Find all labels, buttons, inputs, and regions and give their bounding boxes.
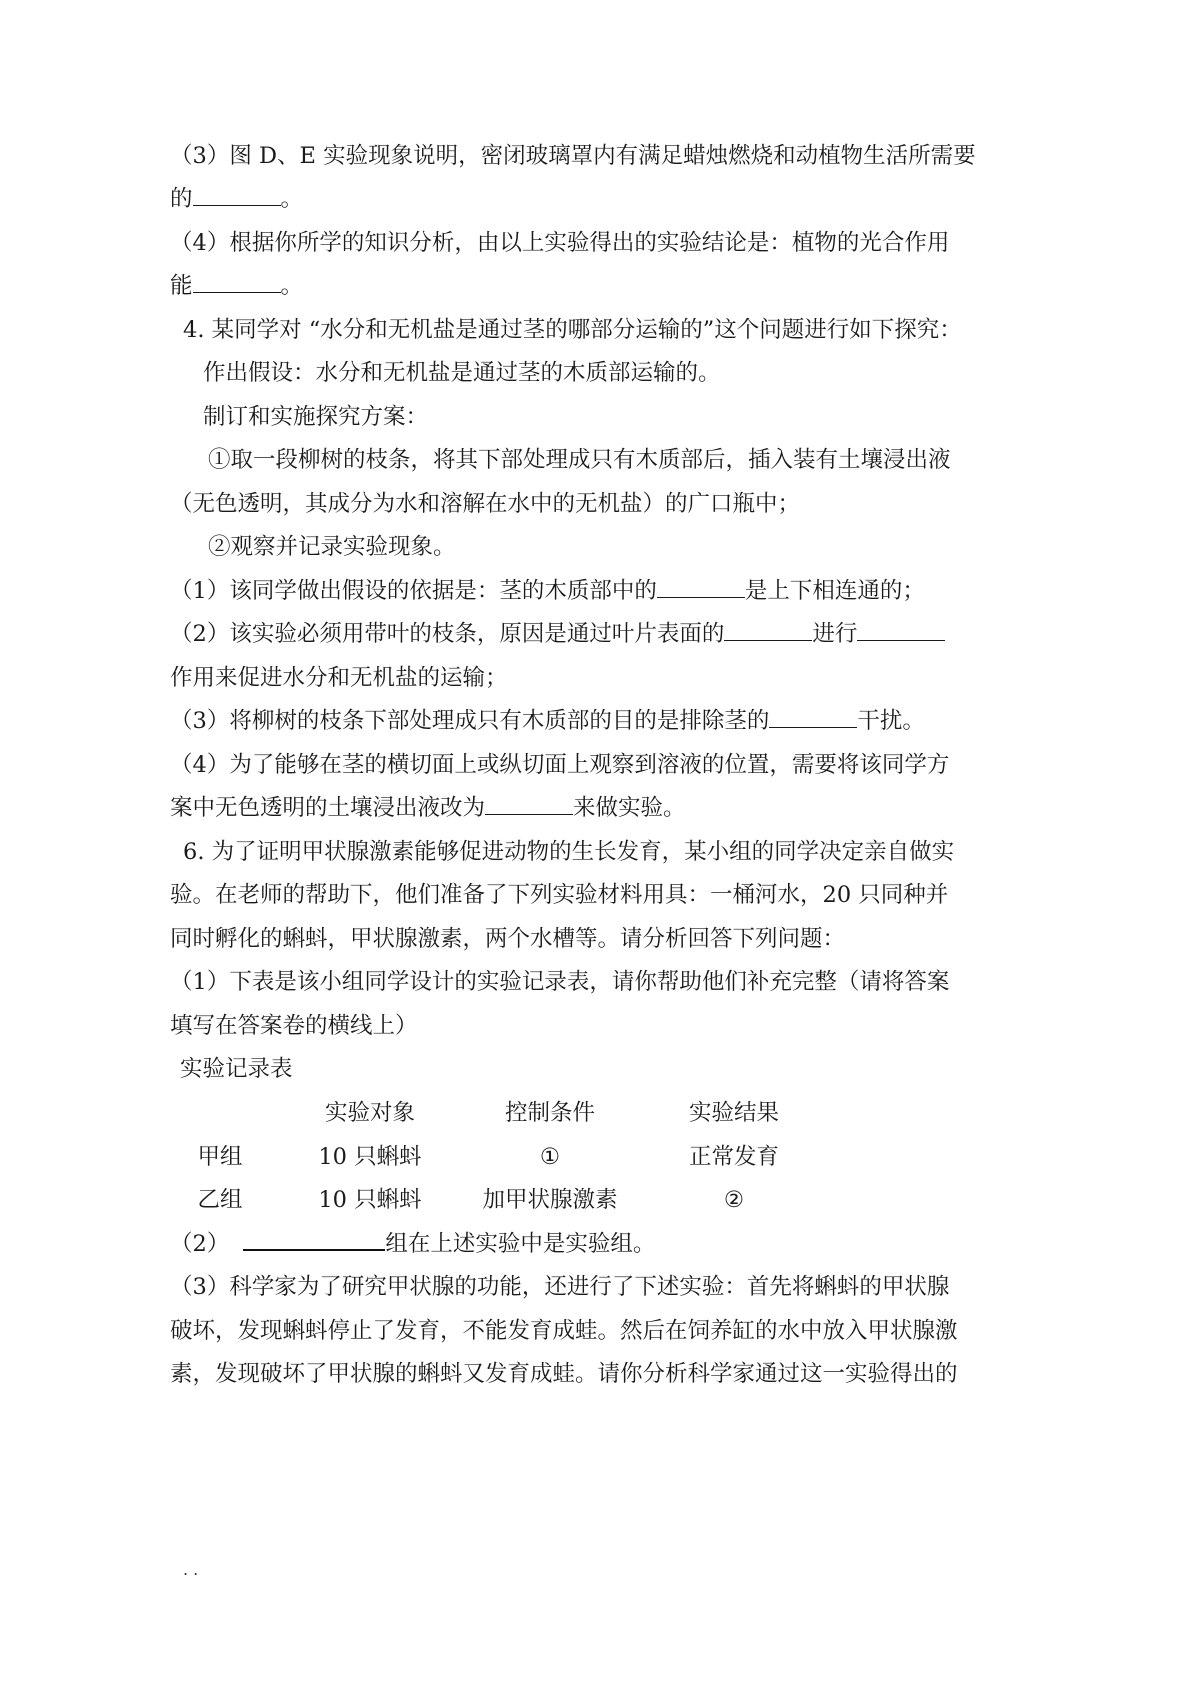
table-row-2-group: 乙组 <box>197 1187 243 1213</box>
q6-sub2-post: 组在上述实验中是实验组。 <box>385 1231 656 1257</box>
answer-blank[interactable] <box>857 620 945 641</box>
q4-step2: ②观察并记录实验现象。 <box>208 534 456 560</box>
q6-sub2 <box>170 1228 655 1260</box>
q4-sub3-post: 干扰。 <box>857 708 925 734</box>
q4-hypothesis: 作出假设：水分和无机盐是通过茎的木质部运输的。 <box>203 360 721 386</box>
q6-line2: 验。在老师的帮助下，他们准备了下列实验材料用具：一桶河水，20 只同种并 <box>170 882 949 908</box>
q4-sub4-line2-pre: 案中无色透明的土壤浸出液改为 <box>170 795 486 821</box>
q4-sub4-line1: （4）为了能够在茎的横切面上或纵切面上观察到溶液的位置，需要将该同学方 <box>170 752 950 778</box>
table-row-2-condition: 加甲状腺激素 <box>482 1187 618 1213</box>
table-row-1-result: 正常发育 <box>688 1144 779 1170</box>
q3-3-line2-pre: 的 <box>170 186 193 212</box>
q3-4-line1: （4）根据你所学的知识分析，由以上实验得出的实验结论是：植物的光合作用 <box>170 230 950 256</box>
q6-line3: 同时孵化的蝌蚪，甲状腺激素，两个水槽等。请分析回答下列问题： <box>170 926 846 952</box>
q6-table-title: 实验记录表 <box>180 1056 293 1082</box>
q4-sub2-line1 <box>170 618 945 650</box>
table-row-2-result: ② <box>723 1187 745 1213</box>
q4-plan-title: 制订和实施探究方案： <box>203 404 429 430</box>
table-row-1-group: 甲组 <box>197 1144 243 1170</box>
answer-blank[interactable] <box>193 185 281 206</box>
q6-sub2-pre: （2） <box>170 1231 230 1257</box>
table-header-subject: 实验对象 <box>324 1100 415 1126</box>
q4-title: 4. 某同学对 “水分和无机盐是通过茎的哪部分运输的”这个问题进行如下探究： <box>183 317 962 343</box>
q4-sub3-pre: （3）将柳树的枝条下部处理成只有木质部的目的是排除茎的 <box>170 708 770 734</box>
q4-step1-line2: （无色透明，其成分为水和溶解在水中的无机盐）的广口瓶中； <box>170 491 801 517</box>
q3-4-line2-post: 。 <box>280 273 304 299</box>
table-header-result: 实验结果 <box>688 1100 779 1126</box>
q4-sub2-line2: 作用来促进水分和无机盐的运输； <box>170 665 508 691</box>
table-header-condition: 控制条件 <box>504 1100 595 1126</box>
q4-sub2-pre: （2）该实验必须用带叶的枝条，原因是通过叶片表面的 <box>170 621 725 647</box>
q4-step1-line1: ①取一段柳树的枝条，将其下部处理成只有木质部后，插入装有土壤浸出液 <box>208 447 951 473</box>
q3-4-line2-pre: 能 <box>170 273 193 299</box>
q4-sub3 <box>170 705 925 737</box>
q6-sub1-line1: （1）下表是该小组同学设计的实验记录表，请你帮助他们补充完整（请将答案 <box>170 969 950 995</box>
answer-blank[interactable] <box>724 620 812 641</box>
q3-3-line1: （3）图 D、E 实验现象说明，密闭玻璃罩内有满足蜡烛燃烧和动植物生活所需要 <box>170 143 976 169</box>
answer-blank[interactable] <box>193 272 281 293</box>
q4-sub1-pre: （1）该同学做出假设的依据是：茎的木质部中的 <box>170 578 657 604</box>
answer-blank[interactable] <box>485 794 573 815</box>
q6-sub1-line2: 填写在答案卷的横线上） <box>170 1013 418 1039</box>
q3-4-line2 <box>170 270 303 302</box>
q6-sub3-line1: （3）科学家为了研究甲状腺的功能，还进行了下述实验：首先将蝌蚪的甲状腺 <box>170 1274 950 1300</box>
answer-blank[interactable] <box>243 1229 385 1251</box>
q4-sub1 <box>170 575 925 607</box>
q4-sub2-mid: 进行 <box>812 621 858 647</box>
q6-line1: 6. 为了证明甲状腺激素能够促进动物的生长发育，某小组的同学决定亲自做实 <box>183 839 955 865</box>
q4-sub1-post: 是上下相连通的； <box>744 578 925 604</box>
table-row-2-subject: 10 只蝌蚪 <box>318 1187 422 1213</box>
q4-sub4-line2 <box>170 792 686 824</box>
table-row-1-condition: ① <box>539 1144 561 1170</box>
page-footer: . . <box>183 1560 199 1579</box>
q4-sub4-line2-post: 来做实验。 <box>573 795 686 821</box>
table-row-1-subject: 10 只蝌蚪 <box>318 1144 422 1170</box>
answer-blank[interactable] <box>769 707 857 728</box>
q6-sub3-line3: 素，发现破坏了甲状腺的蝌蚪又发育成蛙。请你分析科学家通过这一实验得出的 <box>170 1361 958 1387</box>
answer-blank[interactable] <box>657 577 745 598</box>
q6-sub3-line2: 破坏，发现蝌蚪停止了发育，不能发育成蛙。然后在饲养缸的水中放入甲状腺激 <box>170 1318 958 1344</box>
q3-3-line2 <box>170 183 303 215</box>
q3-3-line2-post: 。 <box>280 186 304 212</box>
